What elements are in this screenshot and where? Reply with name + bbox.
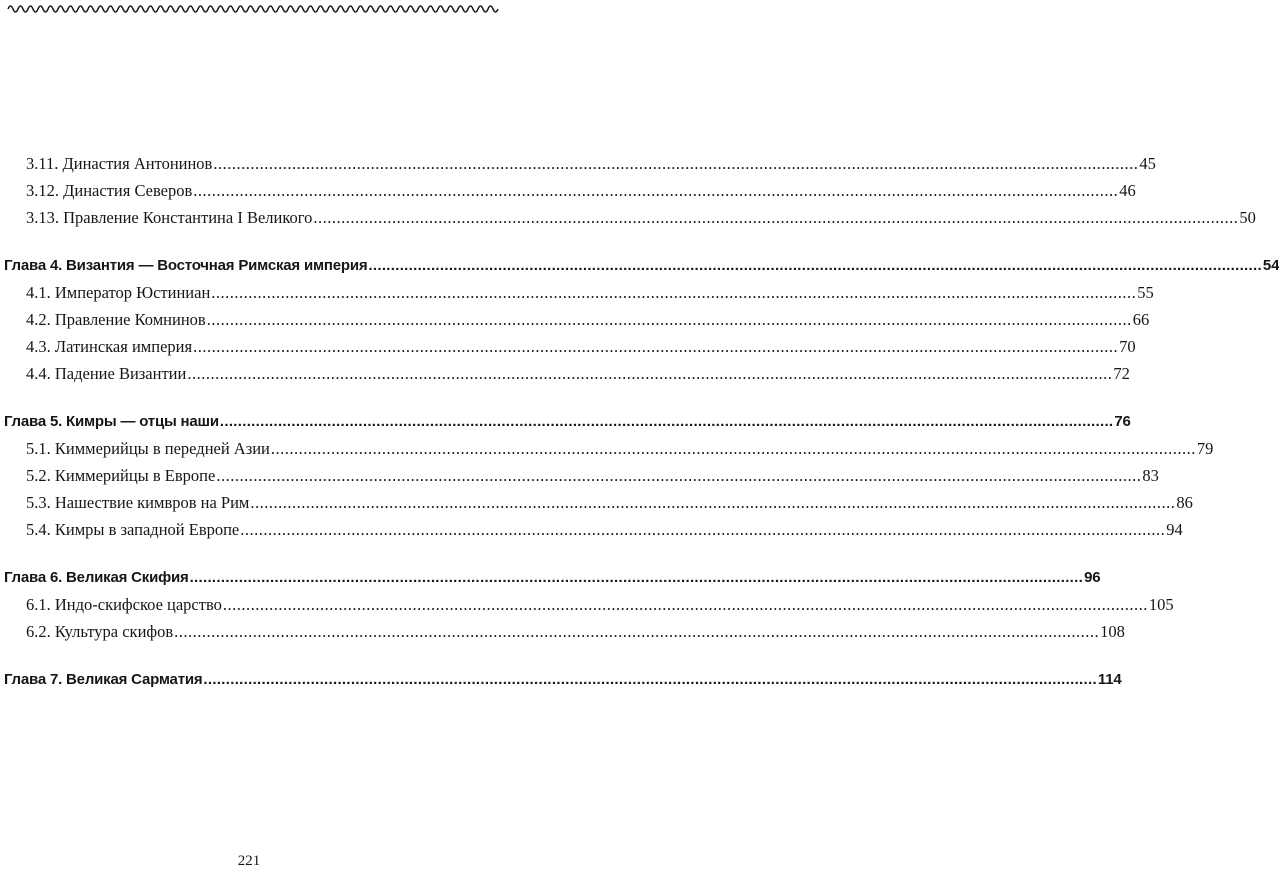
dot-leader: ........................................................................................................................................................................................................	[250, 493, 1176, 512]
toc-chapter	[4, 256, 1279, 276]
toc-entry	[26, 154, 1156, 174]
toc-entry-title: 3.12. Династия Северов	[26, 181, 193, 200]
toc-entry-title: 3.13. Правление Константина I Великого	[26, 208, 313, 227]
toc-chapter-page: 54	[1262, 257, 1279, 274]
dot-leader: ........................................................................................................................................................................................................	[213, 154, 1139, 173]
toc-entry-title: 6.1. Индо-скифское царство	[26, 595, 222, 614]
toc-entry-page: 46	[1119, 181, 1136, 200]
toc-entry-title: 5.4. Кимры в западной Европе	[26, 520, 240, 539]
toc-entry-title: 4.2. Правление Комнинов	[26, 310, 206, 329]
toc-entry-title: 4.1. Император Юстиниан	[26, 283, 211, 302]
toc-entry-title: 5.2. Киммерийцы в Европе	[26, 466, 216, 485]
toc-entry-page: 72	[1113, 364, 1130, 383]
toc-chapter	[4, 670, 1122, 690]
toc-entry	[26, 283, 1154, 303]
toc-chapter	[4, 412, 1131, 432]
dot-leader: ........................................................................................................................................................................................................	[193, 337, 1119, 356]
toc-entry-page: 70	[1119, 337, 1136, 356]
toc-chapter-title: Глава 7. Великая Сарматия	[4, 671, 203, 688]
dot-leader: ........................................................................................................................................................................................................	[219, 413, 1114, 430]
toc-entry	[26, 337, 1136, 357]
toc-chapter-page: 96	[1084, 569, 1101, 586]
toc-entry-title: 5.1. Киммерийцы в передней Азии	[26, 439, 270, 458]
toc-entry	[26, 310, 1150, 330]
toc-entry	[26, 520, 1183, 540]
toc-entry-page: 66	[1132, 310, 1150, 329]
dot-leader: ........................................................................................................................................................................................................	[313, 208, 1239, 227]
toc-entry-page: 79	[1196, 439, 1214, 458]
dot-leader: ........................................................................................................................................................................................................	[216, 466, 1142, 485]
toc-entry	[26, 181, 1136, 201]
dot-leader: ........................................................................................................................................................................................................	[189, 569, 1084, 586]
toc-chapter-page: 76	[1114, 413, 1131, 430]
dot-leader: ........................................................................................................................................................................................................	[174, 622, 1100, 641]
toc-entry	[26, 439, 1214, 459]
page-number: 221	[237, 853, 261, 869]
toc-chapter-page: 114	[1097, 671, 1122, 688]
dot-leader: ........................................................................................................................................................................................................	[240, 520, 1166, 539]
toc-entry	[26, 622, 1125, 642]
toc-entry-page: 108	[1100, 622, 1125, 641]
dot-leader: ........................................................................................................................................................................................................	[193, 181, 1119, 200]
toc-entry-title: 5.3. Нашествие кимвров на Рим	[26, 493, 250, 512]
toc-entry-title: 4.3. Латинская империя	[26, 337, 193, 356]
toc-entry-page: 83	[1142, 466, 1159, 485]
toc-entry	[26, 595, 1174, 615]
toc-chapter	[4, 568, 1101, 588]
decorative-border-ornament	[8, 2, 490, 16]
toc-entry-page: 45	[1139, 154, 1156, 173]
toc-entry-title: 3.11. Династия Антонинов	[26, 154, 213, 173]
dot-leader: ........................................................................................................................................................................................................	[206, 310, 1132, 329]
toc-entry-page: 94	[1166, 520, 1183, 539]
toc-entry	[26, 364, 1130, 384]
toc-entry-page: 55	[1137, 283, 1154, 302]
toc-entry-title: 4.4. Падение Византии	[26, 364, 187, 383]
toc-entry-page: 105	[1148, 595, 1174, 614]
toc-chapter-title: Глава 4. Византия — Восточная Римская империя	[4, 257, 368, 274]
toc-chapter-title: Глава 5. Кимры — отцы наши	[4, 413, 219, 430]
toc-entry-title: 6.2. Культура скифов	[26, 622, 174, 641]
dot-leader: ........................................................................................................................................................................................................	[203, 671, 1097, 688]
dot-leader: ........................................................................................................................................................................................................	[211, 283, 1137, 302]
toc-entry	[26, 208, 1256, 228]
dot-leader: ........................................................................................................................................................................................................	[187, 364, 1113, 383]
dot-leader: ........................................................................................................................................................................................................	[222, 595, 1148, 614]
toc-entry-page: 86	[1176, 493, 1193, 512]
dot-leader: ........................................................................................................................................................................................................	[270, 439, 1196, 458]
toc-entry	[26, 493, 1193, 513]
toc-chapter-title: Глава 6. Великая Скифия	[4, 569, 189, 586]
toc-entry	[26, 466, 1159, 486]
toc-entry-page: 50	[1239, 208, 1256, 227]
dot-leader: ........................................................................................................................................................................................................	[368, 257, 1262, 274]
